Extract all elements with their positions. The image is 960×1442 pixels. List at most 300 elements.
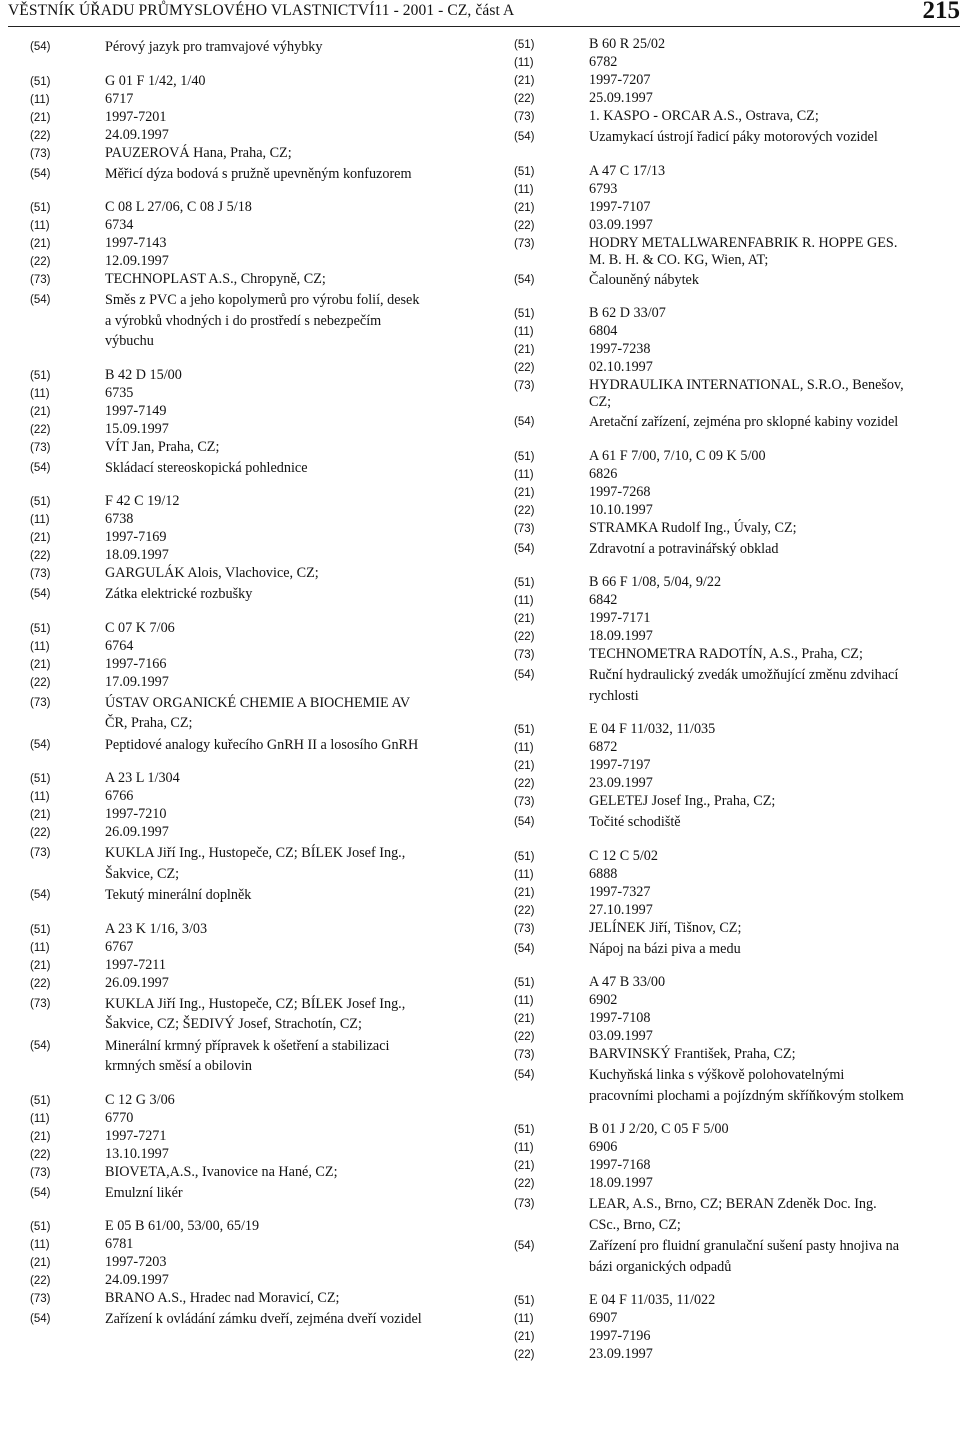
- page-header: [8, 0, 960, 27]
- entry-value: C 12 C 5/02: [589, 847, 658, 864]
- inid-code: (11): [514, 183, 534, 196]
- inid-code: (21): [514, 75, 535, 87]
- patent-entry: [514, 163, 960, 291]
- entry-value: E 04 F 11/035, 11/022: [589, 1292, 716, 1308]
- entry-value: 1997-7201: [105, 108, 167, 125]
- entry-row: [514, 757, 960, 775]
- entry-value: 6734: [105, 217, 134, 233]
- entry-value: Tekutý minerální doplněk: [105, 887, 252, 903]
- inid-code: (21): [514, 1331, 535, 1343]
- inid-code: (21): [30, 658, 51, 671]
- patent-entry: [514, 721, 960, 833]
- entry-value: 1997-7149: [105, 402, 167, 419]
- entry-value: LEAR, A.S., Brno, CZ; BERAN Zdeněk Doc. Ing. CSc., Brno, CZ;: [589, 1196, 877, 1233]
- entry-value: B 42 D 15/00: [105, 366, 182, 383]
- entry-row: [30, 1110, 480, 1128]
- inid-code: (73): [514, 237, 535, 250]
- entry-row: [30, 1128, 480, 1146]
- inid-code: (54): [30, 167, 51, 180]
- entry-row: [514, 628, 960, 646]
- inid-code: (51): [30, 1221, 51, 1233]
- inid-code: (22): [514, 631, 535, 643]
- inid-code: (51): [514, 850, 535, 863]
- entry-row: [514, 484, 960, 502]
- inid-code: (51): [514, 165, 535, 178]
- patent-entry: [30, 620, 480, 756]
- entry-value: Emulzní likér: [105, 1184, 183, 1201]
- inid-code: (11): [30, 1112, 50, 1125]
- entry-value: 6888: [589, 865, 618, 882]
- entry-value: Točité schodiště: [589, 814, 681, 830]
- inid-code: (54): [30, 1186, 51, 1199]
- entry-value: 02.10.1997: [589, 359, 653, 375]
- entry-row: [30, 1036, 480, 1077]
- entry-row: [30, 957, 480, 975]
- entry-row: [30, 806, 480, 824]
- entry-value: 1997-7211: [105, 956, 166, 973]
- entry-row: [30, 421, 480, 439]
- entry-value: 03.09.1997: [589, 216, 653, 233]
- inid-code: (22): [514, 504, 535, 517]
- entry-row: [30, 656, 480, 674]
- entry-row: [514, 1065, 960, 1106]
- entry-value: 27.10.1997: [589, 901, 653, 918]
- entry-value: 23.09.1997: [589, 1346, 653, 1362]
- entry-value: 6781: [105, 1236, 134, 1252]
- entry-value: A 23 L 1/304: [105, 770, 180, 786]
- inid-code: (11): [30, 791, 50, 803]
- entry-row: [514, 341, 960, 359]
- entry-value: 24.09.1997: [105, 126, 169, 143]
- inid-code: (22): [514, 219, 535, 232]
- entry-row: [30, 91, 480, 109]
- entry-row: [30, 217, 480, 235]
- inid-code: (73): [514, 649, 535, 661]
- entry-row: [30, 145, 480, 163]
- inid-code: (21): [30, 959, 51, 972]
- entry-value: 6804: [589, 323, 618, 339]
- inid-code: (11): [514, 57, 534, 69]
- entry-value: 23.09.1997: [589, 775, 653, 791]
- entry-row: [30, 235, 480, 253]
- inid-code: (11): [514, 742, 534, 754]
- inid-code: (11): [514, 326, 534, 338]
- inid-code: (21): [30, 405, 51, 418]
- inid-code: (21): [514, 886, 535, 899]
- inid-code: (11): [514, 595, 534, 607]
- entry-value: A 47 C 17/13: [589, 162, 666, 179]
- entry-row: [514, 448, 960, 466]
- patent-entry: [30, 770, 480, 906]
- entry-value: 26.09.1997: [105, 974, 169, 991]
- entry-row: [514, 974, 960, 992]
- inid-code: (21): [514, 344, 535, 356]
- inid-code: (54): [514, 1240, 535, 1252]
- entry-row: [514, 305, 960, 323]
- inid-code: (54): [30, 41, 51, 53]
- entry-row: [514, 1175, 960, 1193]
- entry-row: [30, 939, 480, 957]
- entry-value: 6767: [105, 938, 134, 955]
- entry-value: A 23 K 1/16, 3/03: [105, 920, 208, 937]
- inid-code: (11): [514, 468, 534, 481]
- entry-row: [30, 1236, 480, 1254]
- entry-row: [514, 54, 960, 72]
- inid-code: (11): [30, 220, 50, 232]
- entry-row: [30, 1290, 480, 1308]
- inid-code: (21): [30, 1130, 51, 1143]
- entry-value: C 07 K 7/06: [105, 619, 175, 636]
- inid-code: (54): [30, 294, 51, 306]
- entry-value: 1997-7238: [589, 341, 651, 357]
- entry-value: ÚSTAV ORGANICKÉ CHEMIE A BIOCHEMIE AV ČR, Praha, CZ;: [105, 694, 410, 731]
- entry-value: B 62 D 33/07: [589, 305, 666, 321]
- entry-row: [514, 1194, 960, 1235]
- inid-code: (11): [30, 941, 50, 954]
- patent-entry: [30, 1092, 480, 1204]
- entry-row: [514, 539, 960, 560]
- entry-value: 18.09.1997: [589, 628, 653, 644]
- inid-code: (54): [514, 1069, 535, 1081]
- inid-code: (21): [514, 760, 535, 772]
- entry-row: [514, 1028, 960, 1046]
- inid-code: (22): [30, 1275, 51, 1287]
- entry-value: 1997-7143: [105, 235, 167, 251]
- entry-value: 1997-7271: [105, 1127, 167, 1144]
- inid-code: (73): [514, 522, 535, 535]
- entry-row: [514, 721, 960, 739]
- entry-value: Minerální krmný přípravek k ošetření a stabilizaci krmných směsí a obilovin: [105, 1037, 390, 1074]
- inid-code: (54): [514, 816, 535, 828]
- entry-row: [30, 735, 480, 756]
- entry-value: 1997-7268: [589, 483, 651, 500]
- entry-row: [514, 90, 960, 108]
- entry-row: [30, 1309, 480, 1330]
- entry-value: KUKLA Jiří Ing., Hustopeče, CZ; BÍLEK Josef Ing., Šakvice, CZ;: [105, 845, 406, 882]
- inid-code: (51): [30, 1094, 51, 1107]
- inid-code: (22): [514, 778, 535, 790]
- inid-code: (54): [514, 416, 535, 428]
- entry-row: [514, 323, 960, 341]
- entry-value: 25.09.1997: [589, 90, 653, 106]
- inid-code: (51): [30, 622, 51, 635]
- inid-code: (22): [30, 550, 51, 562]
- patent-entry: [30, 1218, 480, 1330]
- entry-row: [30, 620, 480, 638]
- inid-code: (22): [30, 129, 51, 142]
- inid-code: (21): [30, 238, 51, 250]
- entry-row: [30, 439, 480, 457]
- inid-code: (51): [514, 1124, 535, 1136]
- entry-row: [514, 377, 960, 411]
- entry-value: 6738: [105, 511, 134, 527]
- entry-value: 1997-7210: [105, 806, 167, 822]
- inid-code: (11): [30, 387, 50, 400]
- entry-value: 15.09.1997: [105, 420, 169, 437]
- entry-value: Zátka elektrické rozbušky: [105, 586, 253, 602]
- inid-code: (73): [30, 147, 51, 160]
- entry-value: 18.09.1997: [105, 547, 169, 563]
- entry-value: 1997-7168: [589, 1157, 651, 1173]
- entry-value: 6872: [589, 739, 618, 755]
- entry-value: Nápoj na bázi piva a medu: [589, 940, 741, 957]
- inid-code: (73): [30, 274, 51, 286]
- entry-row: [514, 1310, 960, 1328]
- entry-row: [514, 108, 960, 126]
- entry-row: [514, 812, 960, 833]
- entry-row: [514, 1046, 960, 1064]
- entry-row: [514, 1139, 960, 1157]
- entry-value: Měřicí dýza bodová s pružně upevněným konfuzorem: [105, 165, 412, 182]
- entry-value: A 61 F 7/00, 7/10, C 09 K 5/00: [589, 447, 766, 464]
- entry-row: [514, 359, 960, 377]
- inid-code: (54): [514, 942, 535, 955]
- patent-entry: [30, 493, 480, 605]
- entry-row: [30, 547, 480, 565]
- inid-code: (51): [30, 496, 51, 508]
- inid-code: (73): [30, 696, 51, 709]
- entry-value: 1997-7169: [105, 529, 167, 545]
- inid-code: (54): [514, 542, 535, 555]
- entry-row: [514, 866, 960, 884]
- entry-value: 1997-7108: [589, 1010, 651, 1026]
- entry-value: 1997-7197: [589, 757, 651, 773]
- entry-value: 6826: [589, 465, 618, 482]
- entry-row: [30, 638, 480, 656]
- inid-code: (51): [514, 977, 535, 989]
- inid-code: (22): [30, 1148, 51, 1161]
- inid-code: (21): [514, 1013, 535, 1025]
- entry-value: C 08 L 27/06, C 08 J 5/18: [105, 199, 252, 215]
- entry-row: [30, 1254, 480, 1272]
- entry-value: KUKLA Jiří Ing., Hustopeče, CZ; BÍLEK Josef Ing., Šakvice, CZ; ŠEDIVÝ Josef, Strachotín, CZ;: [105, 995, 406, 1032]
- entry-row: [30, 109, 480, 127]
- entry-row: [514, 36, 960, 54]
- patent-entry: [514, 305, 960, 433]
- right-column: [514, 36, 960, 1379]
- inid-code: (54): [514, 131, 535, 143]
- inid-code: (51): [30, 773, 51, 785]
- patent-entry: [30, 921, 480, 1077]
- inid-code: (22): [514, 1031, 535, 1043]
- entry-value: 6902: [589, 992, 618, 1008]
- entry-row: [514, 502, 960, 520]
- entry-row: [514, 520, 960, 538]
- entry-value: 1997-7207: [589, 72, 651, 88]
- inid-code: (73): [30, 1166, 51, 1179]
- entry-row: [30, 975, 480, 993]
- entry-row: [30, 1272, 480, 1290]
- entry-value: TECHNOMETRA RADOTÍN, A.S., Praha, CZ;: [589, 646, 863, 662]
- entry-row: [30, 994, 480, 1035]
- entry-value: GARGULÁK Alois, Vlachovice, CZ;: [105, 565, 319, 581]
- entry-value: TECHNOPLAST A.S., Chropyně, CZ;: [105, 271, 326, 287]
- inid-code: (21): [30, 111, 51, 124]
- entry-row: [30, 1164, 480, 1182]
- entry-row: [514, 72, 960, 90]
- entry-row: [30, 885, 480, 906]
- inid-code: (21): [514, 201, 535, 214]
- entry-value: Pérový jazyk pro tramvajové výhybky: [105, 39, 323, 55]
- entry-row: [514, 1346, 960, 1364]
- inid-code: (51): [514, 39, 535, 51]
- patent-entry: [30, 73, 480, 185]
- inid-code: (22): [30, 423, 51, 436]
- entry-row: [514, 920, 960, 938]
- entry-value: Čalouněný nábytek: [589, 271, 699, 288]
- inid-code: (54): [30, 889, 51, 901]
- inid-code: (22): [514, 1178, 535, 1190]
- entry-row: [30, 584, 480, 605]
- entry-row: [30, 565, 480, 583]
- entry-row: [30, 164, 480, 185]
- entry-row: [514, 1121, 960, 1139]
- entry-row: [514, 592, 960, 610]
- patent-entry: [514, 1292, 960, 1364]
- inid-code: (11): [514, 995, 534, 1007]
- entry-value: Zařízení k ovládání zámku dveří, zejména dveří vozidel: [105, 1311, 422, 1327]
- page-number: 215: [922, 0, 960, 24]
- patent-entry: [514, 36, 960, 148]
- entry-value: 1997-7166: [105, 655, 167, 672]
- entry-value: B 66 F 1/08, 5/04, 9/22: [589, 574, 722, 590]
- entry-value: 6735: [105, 384, 134, 401]
- entry-value: 6717: [105, 90, 134, 107]
- entry-row: [514, 1157, 960, 1175]
- inid-code: (21): [514, 613, 535, 625]
- entry-value: STRAMKA Rudolf Ing., Úvaly, CZ;: [589, 519, 797, 536]
- entry-row: [30, 127, 480, 145]
- entry-row: [30, 824, 480, 842]
- inid-code: (51): [514, 308, 535, 320]
- entry-row: [514, 884, 960, 902]
- inid-code: (73): [514, 111, 535, 123]
- entry-row: [30, 73, 480, 91]
- inid-code: (73): [30, 997, 51, 1010]
- entry-row: [514, 199, 960, 217]
- inid-code: (21): [514, 486, 535, 499]
- entry-value: B 60 R 25/02: [589, 36, 666, 52]
- entry-row: [30, 770, 480, 788]
- entry-row: [514, 270, 960, 291]
- inid-code: (22): [514, 362, 535, 374]
- inid-code: (73): [514, 922, 535, 935]
- entry-row: [30, 367, 480, 385]
- entry-row: [30, 253, 480, 271]
- entry-value: 6764: [105, 637, 134, 654]
- entry-value: HYDRAULIKA INTERNATIONAL, S.R.O., Benešov, CZ;: [589, 377, 904, 410]
- inid-code: (51): [30, 923, 51, 936]
- patent-entry: [514, 848, 960, 960]
- entry-row: [514, 1292, 960, 1310]
- entry-row: [30, 385, 480, 403]
- entry-value: 26.09.1997: [105, 824, 169, 840]
- patent-entry: [30, 367, 480, 479]
- entry-value: 17.09.1997: [105, 673, 169, 690]
- inid-code: (54): [514, 273, 535, 286]
- entry-value: C 12 G 3/06: [105, 1091, 175, 1108]
- entry-value: 1997-7196: [589, 1328, 651, 1344]
- inid-code: (54): [30, 1313, 51, 1325]
- entry-row: [514, 939, 960, 960]
- inid-code: (11): [30, 1239, 50, 1251]
- entry-row: [514, 848, 960, 866]
- entry-value: BIOVETA,A.S., Ivanovice na Hané, CZ;: [105, 1163, 338, 1180]
- inid-code: (54): [514, 669, 535, 681]
- entry-value: 6770: [105, 1109, 134, 1126]
- inid-code: (21): [30, 532, 51, 544]
- inid-code: (51): [514, 577, 535, 589]
- entry-row: [30, 1218, 480, 1236]
- entry-value: E 05 B 61/00, 53/00, 65/19: [105, 1218, 260, 1234]
- entry-row: [30, 1092, 480, 1110]
- inid-code: (22): [514, 904, 535, 917]
- entry-row: [514, 793, 960, 811]
- patent-entry: [514, 974, 960, 1106]
- entry-row: [30, 271, 480, 289]
- inid-code: (51): [30, 75, 51, 88]
- patent-entry: [30, 199, 480, 352]
- entry-value: 12.09.1997: [105, 253, 169, 269]
- entry-value: F 42 C 19/12: [105, 493, 180, 509]
- entry-value: PAUZEROVÁ Hana, Praha, CZ;: [105, 144, 292, 161]
- entry-row: [514, 235, 960, 269]
- entry-value: 1997-7171: [589, 610, 651, 626]
- entry-row: [514, 181, 960, 199]
- inid-code: (54): [30, 738, 51, 751]
- entry-row: [514, 775, 960, 793]
- entry-row: [514, 1236, 960, 1277]
- entry-value: JELÍNEK Jiří, Tišnov, CZ;: [589, 919, 742, 936]
- entry-value: Kuchyňská linka s výškově polohovatelnými pracovními plochami a pojízdným skříňkovým stolkem: [589, 1067, 904, 1104]
- entry-row: [30, 1183, 480, 1204]
- entry-row: [514, 665, 960, 706]
- inid-code: (21): [514, 1160, 535, 1172]
- entry-value: 1997-7107: [589, 198, 651, 215]
- inid-code: (73): [30, 441, 51, 454]
- entry-value: E 04 F 11/032, 11/035: [589, 721, 716, 737]
- inid-code: (51): [514, 724, 535, 736]
- entry-value: Skládací stereoskopická pohlednice: [105, 459, 308, 476]
- inid-code: (22): [30, 676, 51, 689]
- entry-row: [30, 199, 480, 217]
- entry-row: [514, 610, 960, 628]
- entry-value: B 01 J 2/20, C 05 F 5/00: [589, 1121, 729, 1137]
- entry-value: 24.09.1997: [105, 1272, 169, 1288]
- inid-code: (11): [514, 1313, 534, 1325]
- entry-row: [30, 788, 480, 806]
- entry-value: Aretační zařízení, zejména pro sklopné kabiny vozidel: [589, 414, 899, 430]
- patent-entry: [514, 574, 960, 706]
- entry-value: A 47 B 33/00: [589, 974, 666, 990]
- inid-code: (73): [514, 1198, 535, 1210]
- inid-code: (54): [30, 1039, 51, 1052]
- entry-value: 03.09.1997: [589, 1028, 653, 1044]
- entry-row: [514, 1328, 960, 1346]
- entry-row: [514, 902, 960, 920]
- entry-row: [514, 163, 960, 181]
- inid-code: (54): [30, 461, 51, 474]
- inid-code: (11): [30, 514, 50, 526]
- inid-code: (73): [30, 568, 51, 580]
- inid-code: (51): [514, 450, 535, 463]
- inid-code: (11): [30, 93, 50, 106]
- entry-value: GELETEJ Josef Ing., Praha, CZ;: [589, 793, 776, 809]
- entry-value: 6842: [589, 592, 618, 608]
- entry-row: [514, 127, 960, 148]
- entry-row: [514, 466, 960, 484]
- entry-row: [30, 921, 480, 939]
